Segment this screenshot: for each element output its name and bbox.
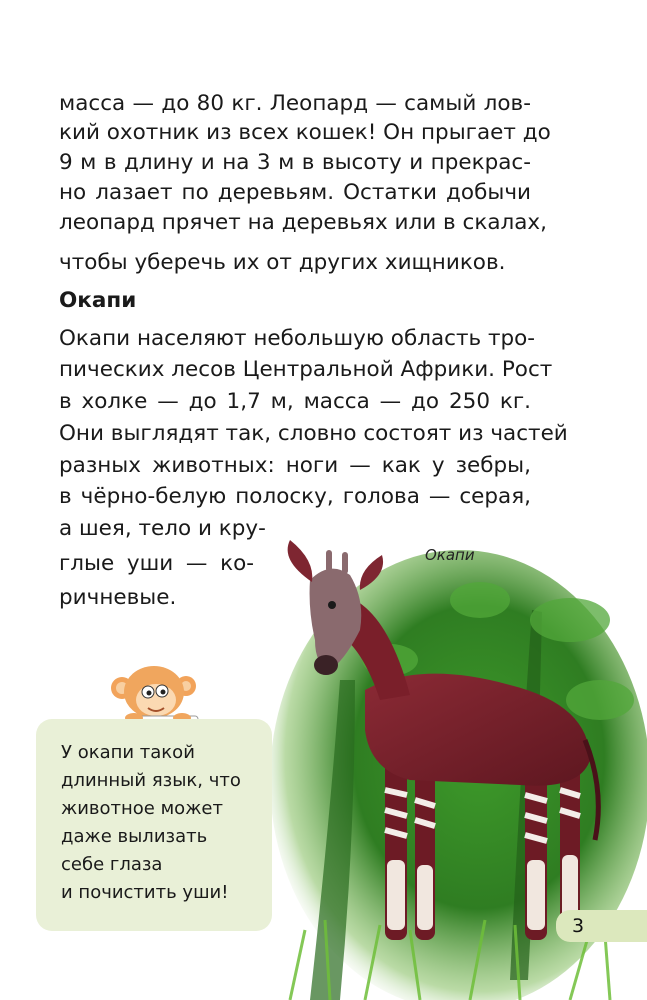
text-line: чтобы уберечь их от других хищников. [59, 250, 506, 275]
note-line: себе глаза [61, 854, 163, 875]
fun-fact-note [36, 719, 272, 931]
text-line: ричневые. [59, 585, 177, 610]
text-line: кий охотник из всех кошек! Он прыгает до [59, 120, 551, 145]
text-line: Окапи населяют небольшую область тро- [59, 326, 536, 351]
text-line: но лазает по деревьям. Остатки добычи [59, 180, 531, 205]
text-line: а шея, тело и кру- [59, 516, 266, 541]
text-line: Они выглядят так, словно состоят из частей [59, 421, 568, 446]
text-line: в чёрно-белую полоску, голова — серая, [59, 484, 531, 509]
note-line: животное может [61, 798, 223, 819]
text-line: леопард прячет на деревьях или в скалах, [59, 210, 547, 235]
note-line: длинный язык, что [61, 770, 241, 791]
note-line: и почистить уши! [61, 882, 229, 903]
monkey-mascot-icon [108, 660, 208, 726]
text-line: 9 м в длину и на 3 м в высоту и прекрас- [59, 150, 531, 175]
section-heading-okapi: Окапи [59, 288, 137, 313]
image-caption: Окапи [425, 546, 475, 564]
text-line: пических лесов Центральной Африки. Рост [59, 357, 553, 382]
page-number: 3 [572, 915, 585, 937]
note-line: даже вылизать [61, 826, 208, 847]
page-number-tab [556, 910, 647, 942]
text-line: в холке — до 1,7 м, масса — до 250 кг. [59, 389, 531, 414]
text-line: разных животных: ноги — как у зебры, [59, 453, 531, 478]
text-line: глые уши — ко- [59, 551, 254, 576]
note-line: У окапи такой [61, 742, 195, 763]
text-line: масса — до 80 кг. Леопард — самый лов- [59, 91, 531, 116]
